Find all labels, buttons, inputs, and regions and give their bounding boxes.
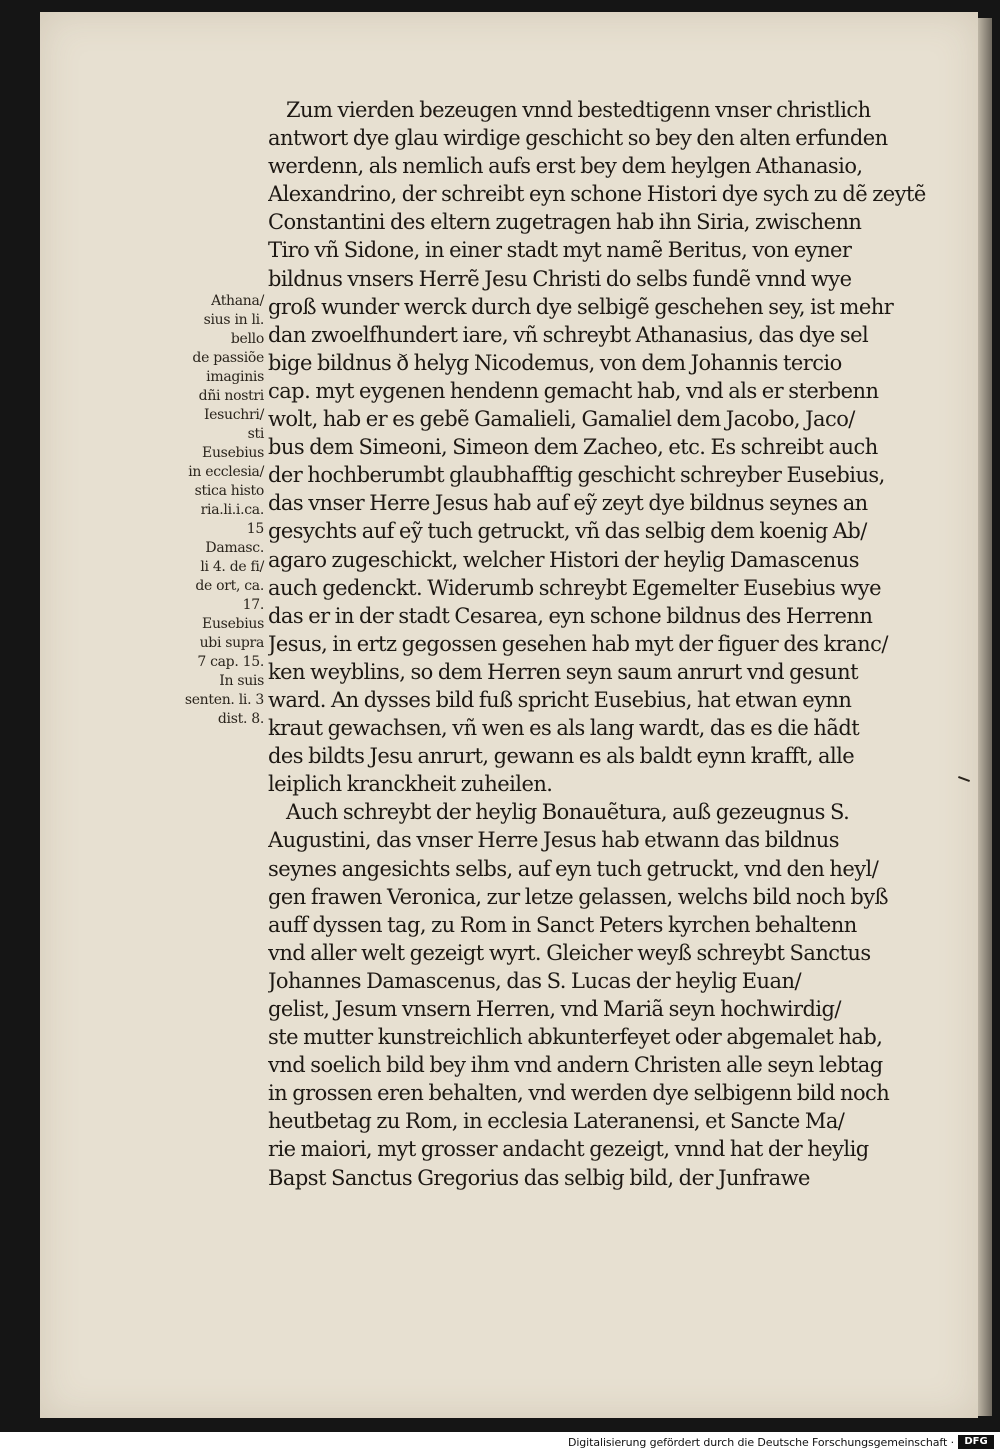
text-line: der hochberumbt glaubhafftig geschicht schreyber Eusebius, bbox=[268, 463, 885, 488]
text-line: Johannes Damascenus, das S. Lucas der heylig Euan/ bbox=[268, 968, 802, 993]
text-line: das er in der stadt Cesarea, eyn schone bildnus des Herrenn bbox=[268, 603, 873, 628]
text-line: groß wunder werck durch dye selbigẽ geschehen sey, ist mehr bbox=[268, 294, 894, 319]
text-line: in grossen eren behalten, vnd werden dye selbigenn bild noch bbox=[268, 1081, 890, 1106]
text-line: vnd aller welt gezeigt wyrt. Gleicher weyß schreybt Sanctus bbox=[268, 940, 871, 965]
text-line: leiplich kranckheit zuheilen. bbox=[268, 772, 553, 797]
text-line: ste mutter kunstreichlich abkunterfeyet oder abgemalet hab, bbox=[268, 1025, 883, 1050]
dfg-logo: DFG bbox=[958, 1435, 994, 1449]
text-line: Constantini des eltern zugetragen hab ihn Siria, zwischenn bbox=[268, 210, 862, 235]
text-line: gesychts auf eỹ tuch getruckt, vñ das selbig dem koenig Ab/ bbox=[268, 519, 867, 544]
text-line: agaro zugeschickt, welcher Histori der heylig Damascenus bbox=[268, 547, 859, 572]
text-line: ward. An dysses bild fuß spricht Eusebius, hat etwan eynn bbox=[268, 687, 852, 712]
text-line: Alexandrino, der schreibt eyn schone Histori dye sych zu dẽ zeytẽ bbox=[268, 182, 926, 207]
text-line: vnd soelich bild bey ihm vnd andern Christen alle seyn lebtag bbox=[268, 1053, 883, 1078]
text-line: des bildts Jesu anrurt, gewann es als baldt eynn krafft, alle bbox=[268, 744, 855, 769]
text-line: ken weyblins, so dem Herren seyn saum anrurt vnd gesunt bbox=[268, 659, 858, 684]
text-line: Augustini, das vnser Herre Jesus hab etwann das bildnus bbox=[268, 828, 839, 853]
text-line: gelist, Jesum vnsern Herren, vnd Mariã seyn hochwirdig/ bbox=[268, 997, 841, 1021]
marginal-note-sententiae: In suis senten. li. 3 dist. 8. bbox=[184, 673, 264, 727]
text-line: auch gedenckt. Widerumb schreybt Egemelter Eusebius wye bbox=[268, 575, 881, 600]
text-line: cap. myt eygenen hendenn gemacht hab, vnd als er sterbenn bbox=[268, 378, 879, 403]
text-line: seynes angesichts selbs, auf eyn tuch getruckt, vnd den heyl/ bbox=[268, 856, 879, 881]
page-edge bbox=[978, 18, 992, 1416]
text-line: wolt, hab er es gebẽ Gamalieli, Gamaliel dem Jacobo, Jaco/ bbox=[268, 407, 855, 432]
text-line: Auch schreybt der heylig Bonauẽtura, auß gezeugnus S. bbox=[286, 800, 850, 825]
text-line: antwort dye glau wirdige geschicht so bey den alten erfunden bbox=[268, 126, 888, 151]
text-line: gen frawen Veronica, zur letze gelassen, welchs bild noch byß bbox=[268, 884, 889, 909]
text-line: Bapst Sanctus Gregorius das selbig bild, der Junfrawe bbox=[268, 1165, 810, 1190]
text-line: heutbetag zu Rom, in ecclesia Lateranensi, et Sancte Ma/ bbox=[268, 1109, 845, 1134]
marginal-note-eusebius: Eusebius in ecclesia/ stica histo ria.li.i.ca. 15 bbox=[188, 445, 264, 537]
digitization-footer bbox=[0, 1432, 1000, 1452]
text-line: rie maiori, myt grosser andacht gezeigt, vnnd hat der heylig bbox=[268, 1137, 869, 1162]
text-line: bus dem Simeoni, Simeon dem Zacheo, etc. Es schreibt auch bbox=[268, 435, 878, 460]
text-line: auff dyssen tag, zu Rom in Sanct Peters kyrchen behaltenn bbox=[268, 912, 857, 937]
text-line: Jesus, in ertz gegossen gesehen hab myt der figuer des kranc/ bbox=[268, 631, 888, 656]
marginal-notes bbox=[160, 292, 264, 729]
text-line: Zum vierden bezeugen vnnd bestedtigenn vnser christlich bbox=[286, 98, 871, 122]
marginal-note-athanasius: Athana/ sius in li. bello de passiõe imaginis dñi nostri Iesuchri/ sti bbox=[192, 293, 264, 442]
marginal-note-eusebius-ubi: Eusebius ubi supra 7 cap. 15. bbox=[197, 616, 264, 670]
text-line: dan zwoelfhundert iare, vñ schreybt Athanasius, das dye sel bbox=[268, 322, 869, 347]
funding-credit: Digitalisierung gefördert durch die Deutsche Forschungsgemeinschaft · bbox=[567, 1436, 954, 1449]
text-line: bige bildnus ð helyg Nicodemus, von dem Johannis tercio bbox=[268, 350, 842, 375]
text-line: Tiro vñ Sidone, in einer stadt myt namẽ Beritus, von eyner bbox=[268, 238, 852, 263]
main-text bbox=[268, 96, 956, 1192]
text-line: bildnus vnsers Herrẽ Jesu Christi do selbs fundẽ vnnd wye bbox=[268, 266, 852, 291]
text-line: werdenn, als nemlich aufs erst bey dem heylgen Athanasio, bbox=[268, 154, 863, 179]
text-line: kraut gewachsen, vñ wen es als lang wardt, das es die hãdt bbox=[268, 716, 860, 741]
marginal-note-damascenus: Damasc. li 4. de fi/ de ort, ca. 17. bbox=[195, 540, 264, 613]
text-line: das vnser Herre Jesus hab auf eỹ zeyt dye bildnus seynes an bbox=[268, 491, 868, 516]
